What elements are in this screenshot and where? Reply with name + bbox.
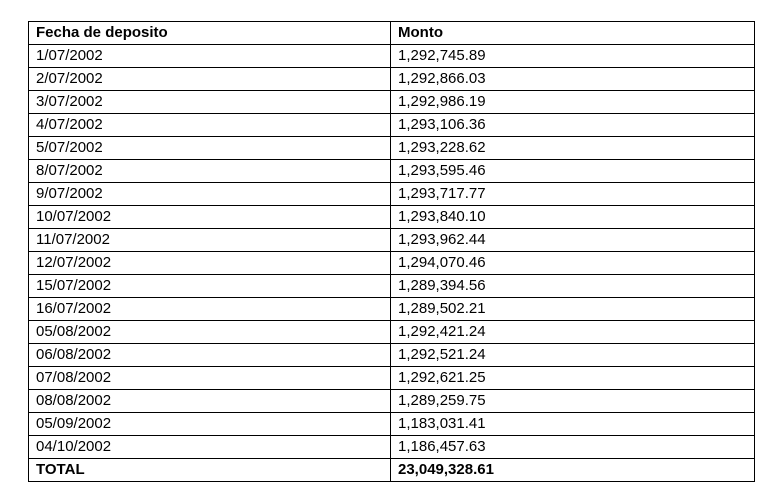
- table-row: [29, 160, 755, 183]
- amount-cell: 1,186,457.63: [391, 436, 755, 459]
- table-row: [29, 321, 755, 344]
- date-cell: 2/07/2002: [29, 68, 391, 91]
- deposits-table: [28, 21, 755, 482]
- date-cell: 05/09/2002: [29, 413, 391, 436]
- table-row: [29, 114, 755, 137]
- amount-cell: 1,183,031.41: [391, 413, 755, 436]
- amount-cell: 1,292,986.19: [391, 91, 755, 114]
- amount-cell: 1,289,502.21: [391, 298, 755, 321]
- amount-cell: 1,293,106.36: [391, 114, 755, 137]
- date-cell: 11/07/2002: [29, 229, 391, 252]
- date-cell: 4/07/2002: [29, 114, 391, 137]
- table-row: [29, 91, 755, 114]
- amount-cell: 1,293,962.44: [391, 229, 755, 252]
- amount-cell: 1,289,259.75: [391, 390, 755, 413]
- date-cell: 04/10/2002: [29, 436, 391, 459]
- date-cell: 07/08/2002: [29, 367, 391, 390]
- header-date: Fecha de deposito: [29, 22, 391, 45]
- date-cell: 1/07/2002: [29, 45, 391, 68]
- date-cell: 16/07/2002: [29, 298, 391, 321]
- date-cell: 8/07/2002: [29, 160, 391, 183]
- table-row: [29, 344, 755, 367]
- date-cell: 5/07/2002: [29, 137, 391, 160]
- date-cell: 15/07/2002: [29, 275, 391, 298]
- total-value: 23,049,328.61: [391, 459, 755, 482]
- total-label: TOTAL: [29, 459, 391, 482]
- date-cell: 9/07/2002: [29, 183, 391, 206]
- date-cell: 05/08/2002: [29, 321, 391, 344]
- amount-cell: 1,292,521.24: [391, 344, 755, 367]
- amount-cell: 1,293,840.10: [391, 206, 755, 229]
- amount-cell: 1,289,394.56: [391, 275, 755, 298]
- amount-cell: 1,293,717.77: [391, 183, 755, 206]
- amount-cell: 1,292,621.25: [391, 367, 755, 390]
- amount-cell: 1,292,421.24: [391, 321, 755, 344]
- table-row: [29, 390, 755, 413]
- table-row: [29, 229, 755, 252]
- table-row: [29, 413, 755, 436]
- date-cell: 08/08/2002: [29, 390, 391, 413]
- table-row: [29, 275, 755, 298]
- table-row: [29, 367, 755, 390]
- table-row: [29, 45, 755, 68]
- date-cell: 3/07/2002: [29, 91, 391, 114]
- table-row: [29, 436, 755, 459]
- table-row: [29, 68, 755, 91]
- table-row: [29, 252, 755, 275]
- table-row: [29, 206, 755, 229]
- amount-cell: 1,293,228.62: [391, 137, 755, 160]
- amount-cell: 1,293,595.46: [391, 160, 755, 183]
- date-cell: 10/07/2002: [29, 206, 391, 229]
- header-row: [29, 22, 755, 45]
- amount-cell: 1,294,070.46: [391, 252, 755, 275]
- table-row: [29, 298, 755, 321]
- amount-cell: 1,292,866.03: [391, 68, 755, 91]
- header-amount: Monto: [391, 22, 755, 45]
- amount-cell: 1,292,745.89: [391, 45, 755, 68]
- date-cell: 12/07/2002: [29, 252, 391, 275]
- date-cell: 06/08/2002: [29, 344, 391, 367]
- table-row: [29, 137, 755, 160]
- total-row: [29, 459, 755, 482]
- table-row: [29, 183, 755, 206]
